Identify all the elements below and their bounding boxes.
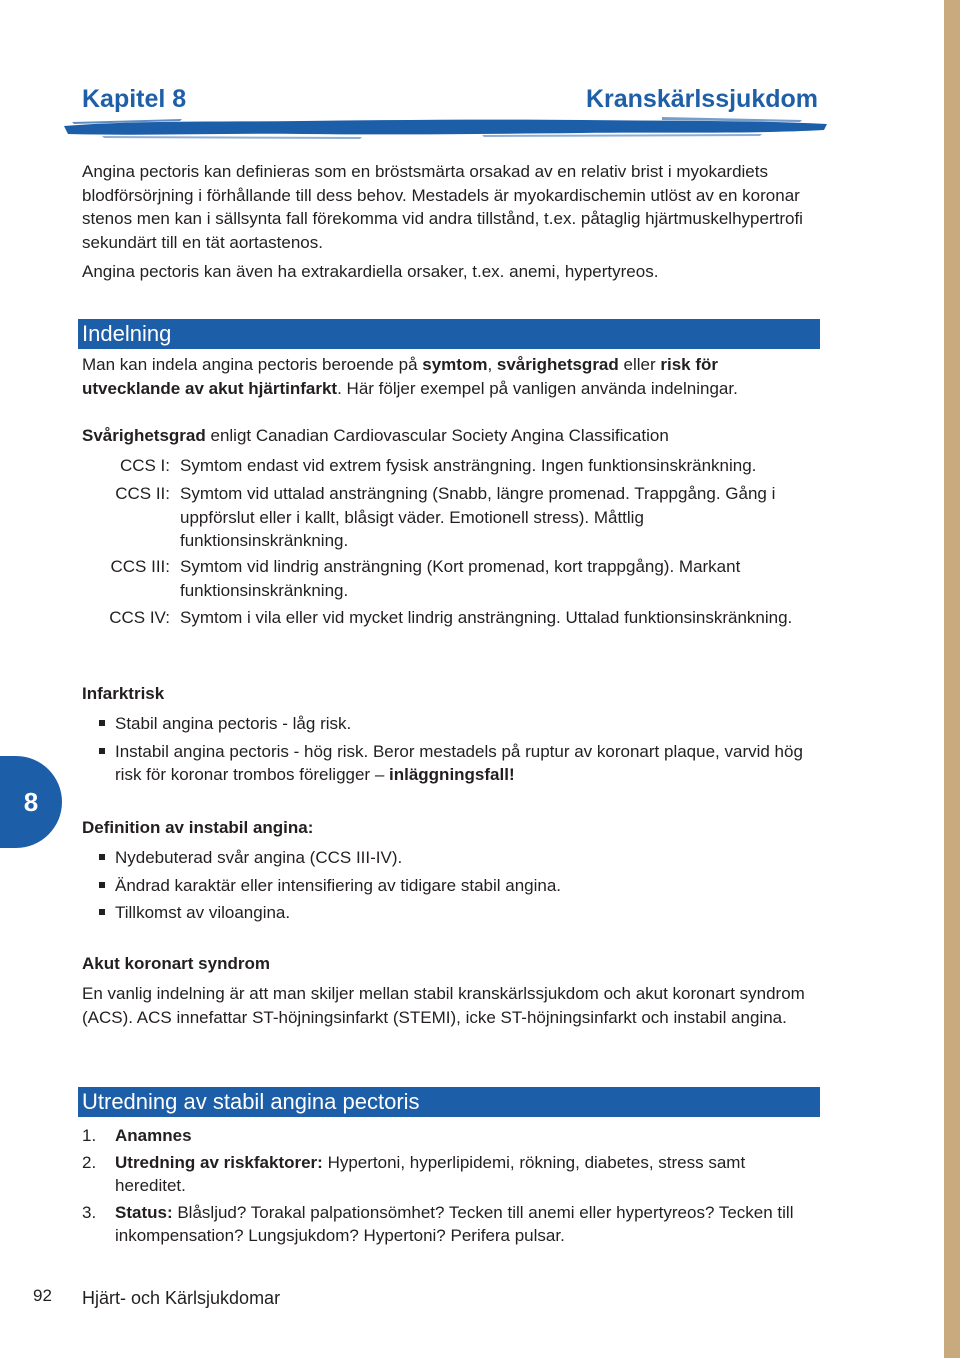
list-item (82, 846, 812, 870)
indelning-bold-risk: risk för utvecklande av akut hjärtinfarkt (82, 355, 718, 398)
utredning-list (82, 1124, 812, 1251)
gold-edge-strip (944, 0, 960, 1358)
brush-stroke-divider (62, 112, 830, 142)
numbered-item (82, 1201, 812, 1248)
indelning-text-4: . Här följer exempel på vanligen använda indelningar. (337, 378, 738, 398)
section-heading-utredning: Utredning av stabil angina pectoris (78, 1087, 820, 1117)
footer-book-title: Hjärt- och Kärlsjukdomar (82, 1288, 281, 1308)
indelning-paragraph (82, 353, 812, 400)
item-number: 3. (82, 1202, 97, 1222)
ccs-key: CCS I: (119, 456, 170, 475)
list-item-text: Nydebuterad svår angina (CCS III-IV). (115, 848, 403, 867)
list-item (82, 712, 812, 736)
chapter-title: Kranskärlssjukdom (585, 85, 818, 113)
indelning-bold-symtom: symtom (422, 355, 488, 374)
definition-heading: Definition av instabil angina: (82, 818, 314, 837)
ccs-key: CCS II: (115, 484, 170, 503)
chapter-side-tab: 8 (0, 756, 62, 848)
intro-paragraph-extracardiac: Angina pectoris kan även ha extrakardiella orsaker, t.ex. anemi, hypertyreos. (82, 262, 659, 281)
severity-heading (82, 424, 812, 448)
item-text: Hypertoni, hyperlipidemi, rökning, diabetes, stress samt hereditet. (115, 1152, 746, 1195)
ccs-key: CCS III: (110, 557, 170, 576)
severity-heading-rest: enligt Canadian Cardiovascular Society Angina Classification (205, 426, 669, 445)
indelning-text-1: Man kan indela angina pectoris beroende på (82, 355, 423, 374)
list-item (82, 740, 812, 787)
item-text: Blåsljud? Torakal palpationsömhet? Tecken till anemi eller hypertyreos? Tecken till inkompensation? Lungsjukdom? Hypertoni? Perifera pulsar. (115, 1202, 794, 1245)
item-bold: Status: (115, 1202, 173, 1222)
square-bullet-icon (99, 882, 105, 888)
square-bullet-icon (99, 748, 105, 754)
ccs-text: Symtom vid lindrig ansträngning (Kort promenad, kort trappgång). Markant funktionsinskränkning. (180, 557, 741, 600)
item-number: 2. (82, 1152, 97, 1172)
intro-section (82, 160, 812, 284)
section-heading-indelning: Indelning (78, 319, 820, 349)
list-item (82, 874, 812, 898)
square-bullet-icon (99, 720, 105, 726)
square-bullet-icon (99, 909, 105, 915)
list-item-text: Ändrad karaktär eller intensifiering av tidigare stabil angina. (115, 875, 562, 895)
numbered-item (82, 1124, 812, 1148)
list-item-text: Stabil angina pectoris - låg risk. (115, 714, 352, 733)
indelning-text-3: eller (618, 355, 661, 374)
indelning-text-2: , (487, 355, 497, 374)
list-item (82, 901, 812, 925)
intro-paragraph: Angina pectoris kan definieras som en bröstsmärta orsakad av en relativ brist i myokardiets blodförsörjning i förhållande till dess behov. Mestadels är myokardischemin utlöst av en koronar stenos men kan i sällsynta fall förekomma vid andra tillstånd, t.ex. påtaglig hjärtmuskelhypertrofi sekundärt till en tät aortastenos. (82, 162, 803, 252)
numbered-item (82, 1151, 812, 1198)
chapter-label: Kapitel 8 (82, 85, 187, 113)
definition-list (82, 846, 812, 929)
list-item-text: Tillkomst av viloangina. (115, 903, 291, 922)
item-number: 1. (82, 1126, 97, 1145)
infarktrisk-heading: Infarktrisk (82, 684, 165, 703)
ccs-text: Symtom vid uttalad ansträngning (Snabb, längre promenad. Trappgång. Gång i uppförslut eller i kallt, blåsigt väder. Emotionell stress). Måttlig funktionsinskränkning. (180, 484, 776, 550)
ccs-text: Symtom i vila eller vid mycket lindrig ansträngning. Uttalad funktionsinskränkning. (180, 608, 793, 627)
acs-paragraph: En vanlig indelning är att man skiljer mellan stabil kranskärlssjukdom och akut koronart syndrom (ACS). ACS innefattar ST-höjningsinfarkt (STEMI), icke ST-höjningsinfarkt och instabil angina. (82, 984, 805, 1027)
indelning-bold-svarighetsgrad: svårighetsgrad (496, 355, 619, 374)
ccs-text: Symtom endast vid extrem fysisk ansträngning. Ingen funktionsinskränkning. (180, 456, 757, 475)
list-item-text: Instabil angina pectoris - hög risk. Beror mestadels på ruptur av koronart plaque, varvid hög risk för koronar trombos föreligger – (115, 741, 803, 784)
acs-heading: Akut koronart syndrom (82, 954, 270, 973)
square-bullet-icon (99, 854, 105, 860)
list-item-bold: inläggningsfall! (389, 765, 515, 784)
item-bold: Anamnes (115, 1126, 192, 1145)
infarktrisk-list (82, 712, 812, 791)
item-bold: Utredning av riskfaktorer: (115, 1152, 323, 1172)
ccs-key: CCS IV: (109, 608, 170, 627)
page-number: 92 (33, 1286, 52, 1305)
severity-heading-bold: Svårighetsgrad (82, 426, 206, 445)
